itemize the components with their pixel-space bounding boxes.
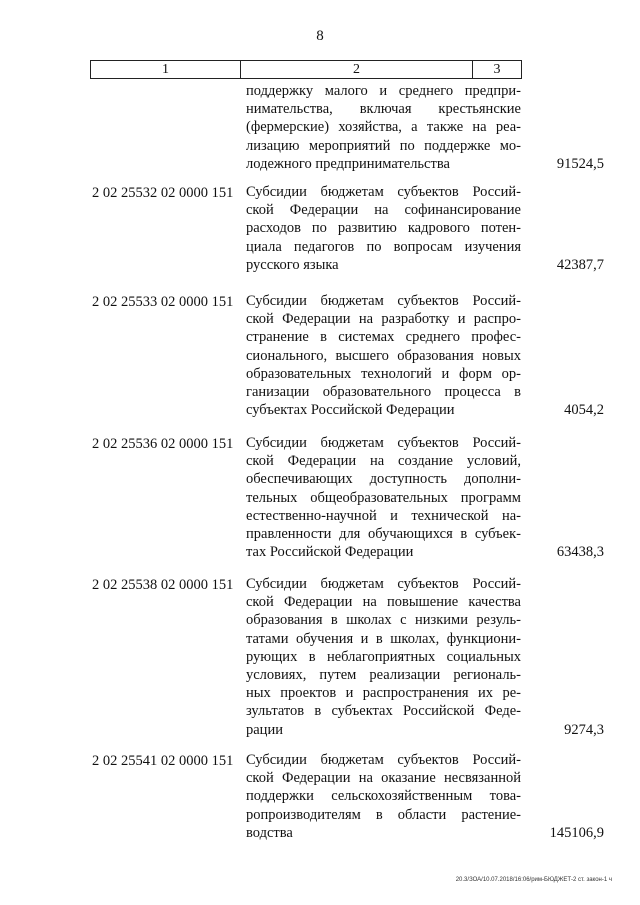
description-line: поддержки сельскохозяйственным това-: [246, 788, 521, 805]
description-line: Субсидии бюджетам субъектов Россий-: [246, 293, 521, 309]
row-description: [246, 292, 521, 419]
description-line: водства: [246, 824, 293, 841]
description-line: тельных общеобразовательных программ: [246, 489, 521, 506]
header-col-1: 1: [91, 61, 241, 78]
description-line: лизацию мероприятий по поддержке мо-: [246, 137, 521, 154]
description-line: ской Федерации на оказание несвязанной: [246, 770, 521, 787]
table-header: [90, 60, 522, 79]
description-line: тах Российской Федерации: [246, 544, 414, 561]
description-line: поддержку малого и среднего предпри-: [246, 83, 521, 99]
budget-code: 2 02 25538 02 0000 151: [92, 577, 234, 593]
description-line: ской Федерации на создание условий,: [246, 453, 521, 470]
header-col-2: 2: [241, 61, 473, 78]
row-description: [246, 183, 521, 274]
row-amount: 42387,7: [556, 256, 604, 273]
description-line: правленности для обучающихся в субъек-: [246, 526, 521, 543]
budget-code: 2 02 25541 02 0000 151: [92, 753, 234, 769]
description-line: рующих в неблагоприятных социальных: [246, 648, 521, 665]
description-line: образования в школах с низкими резуль-: [246, 612, 521, 629]
description-line: ской Федерации на софинансирование: [246, 202, 521, 219]
description-line: лодежного предпринимательства: [246, 155, 450, 172]
description-line: сионального, высшего образования новых: [246, 347, 521, 364]
row-amount: 63438,3: [556, 544, 604, 561]
description-line: естественно-научной и технической на-: [246, 507, 521, 524]
row-description: [246, 434, 521, 561]
description-line: Субсидии бюджетам субъектов Россий-: [246, 184, 521, 200]
description-line: ской Федерации на повышение качества: [246, 594, 521, 611]
description-line: рации: [246, 721, 283, 738]
header-col-3: 3: [493, 61, 501, 77]
description-line: ской Федерации на разработку и распро-: [246, 311, 521, 328]
description-line: Субсидии бюджетам субъектов Россий-: [246, 435, 521, 451]
budget-code: 2 02 25532 02 0000 151: [92, 185, 234, 201]
row-description: [246, 751, 521, 842]
budget-code: 2 02 25536 02 0000 151: [92, 436, 234, 452]
description-line: субъектах Российской Федерации: [246, 402, 455, 419]
row-description: [246, 575, 521, 739]
description-line: обеспечивающих доступность дополни-: [246, 471, 521, 488]
description-line: ганизации образовательного процесса в: [246, 384, 521, 401]
description-line: циала педагогов по вопросам изучения: [246, 238, 521, 255]
budget-code: 2 02 25533 02 0000 151: [92, 294, 234, 310]
description-line: странение в системах среднего профес-: [246, 329, 521, 346]
description-line: ропроизводителям в области растение-: [246, 806, 521, 823]
description-line: расходов по развитию кадрового потен-: [246, 220, 521, 237]
description-line: условиях, путем реализации региональ-: [246, 667, 521, 684]
row-amount: 91524,5: [556, 155, 604, 172]
description-line: нимательства, включая крестьянские: [246, 101, 521, 118]
row-amount: 4054,2: [564, 402, 604, 419]
row-description: [246, 82, 521, 173]
description-line: Субсидии бюджетам субъектов Россий-: [246, 752, 521, 768]
description-line: татами обучения и в школах, функциони-: [246, 630, 521, 647]
description-line: (фермерские) хозяйства, а также на реа-: [246, 119, 521, 136]
description-line: Субсидии бюджетам субъектов Россий-: [246, 576, 521, 592]
page-number: 8: [316, 28, 324, 44]
footer-note: 20.3/ЗОА/10.07.2018/16:06/рим-БЮДЖЕТ-2 ст. закон-1 ч: [455, 877, 612, 883]
description-line: образовательных технологий и форм ор-: [246, 365, 521, 382]
description-line: русского языка: [246, 256, 339, 273]
description-line: зультатов в субъектах Российской Феде-: [246, 703, 521, 720]
row-amount: 9274,3: [564, 721, 604, 738]
row-amount: 145106,9: [549, 824, 604, 841]
description-line: ных проектов и распространения их ре-: [246, 685, 521, 702]
